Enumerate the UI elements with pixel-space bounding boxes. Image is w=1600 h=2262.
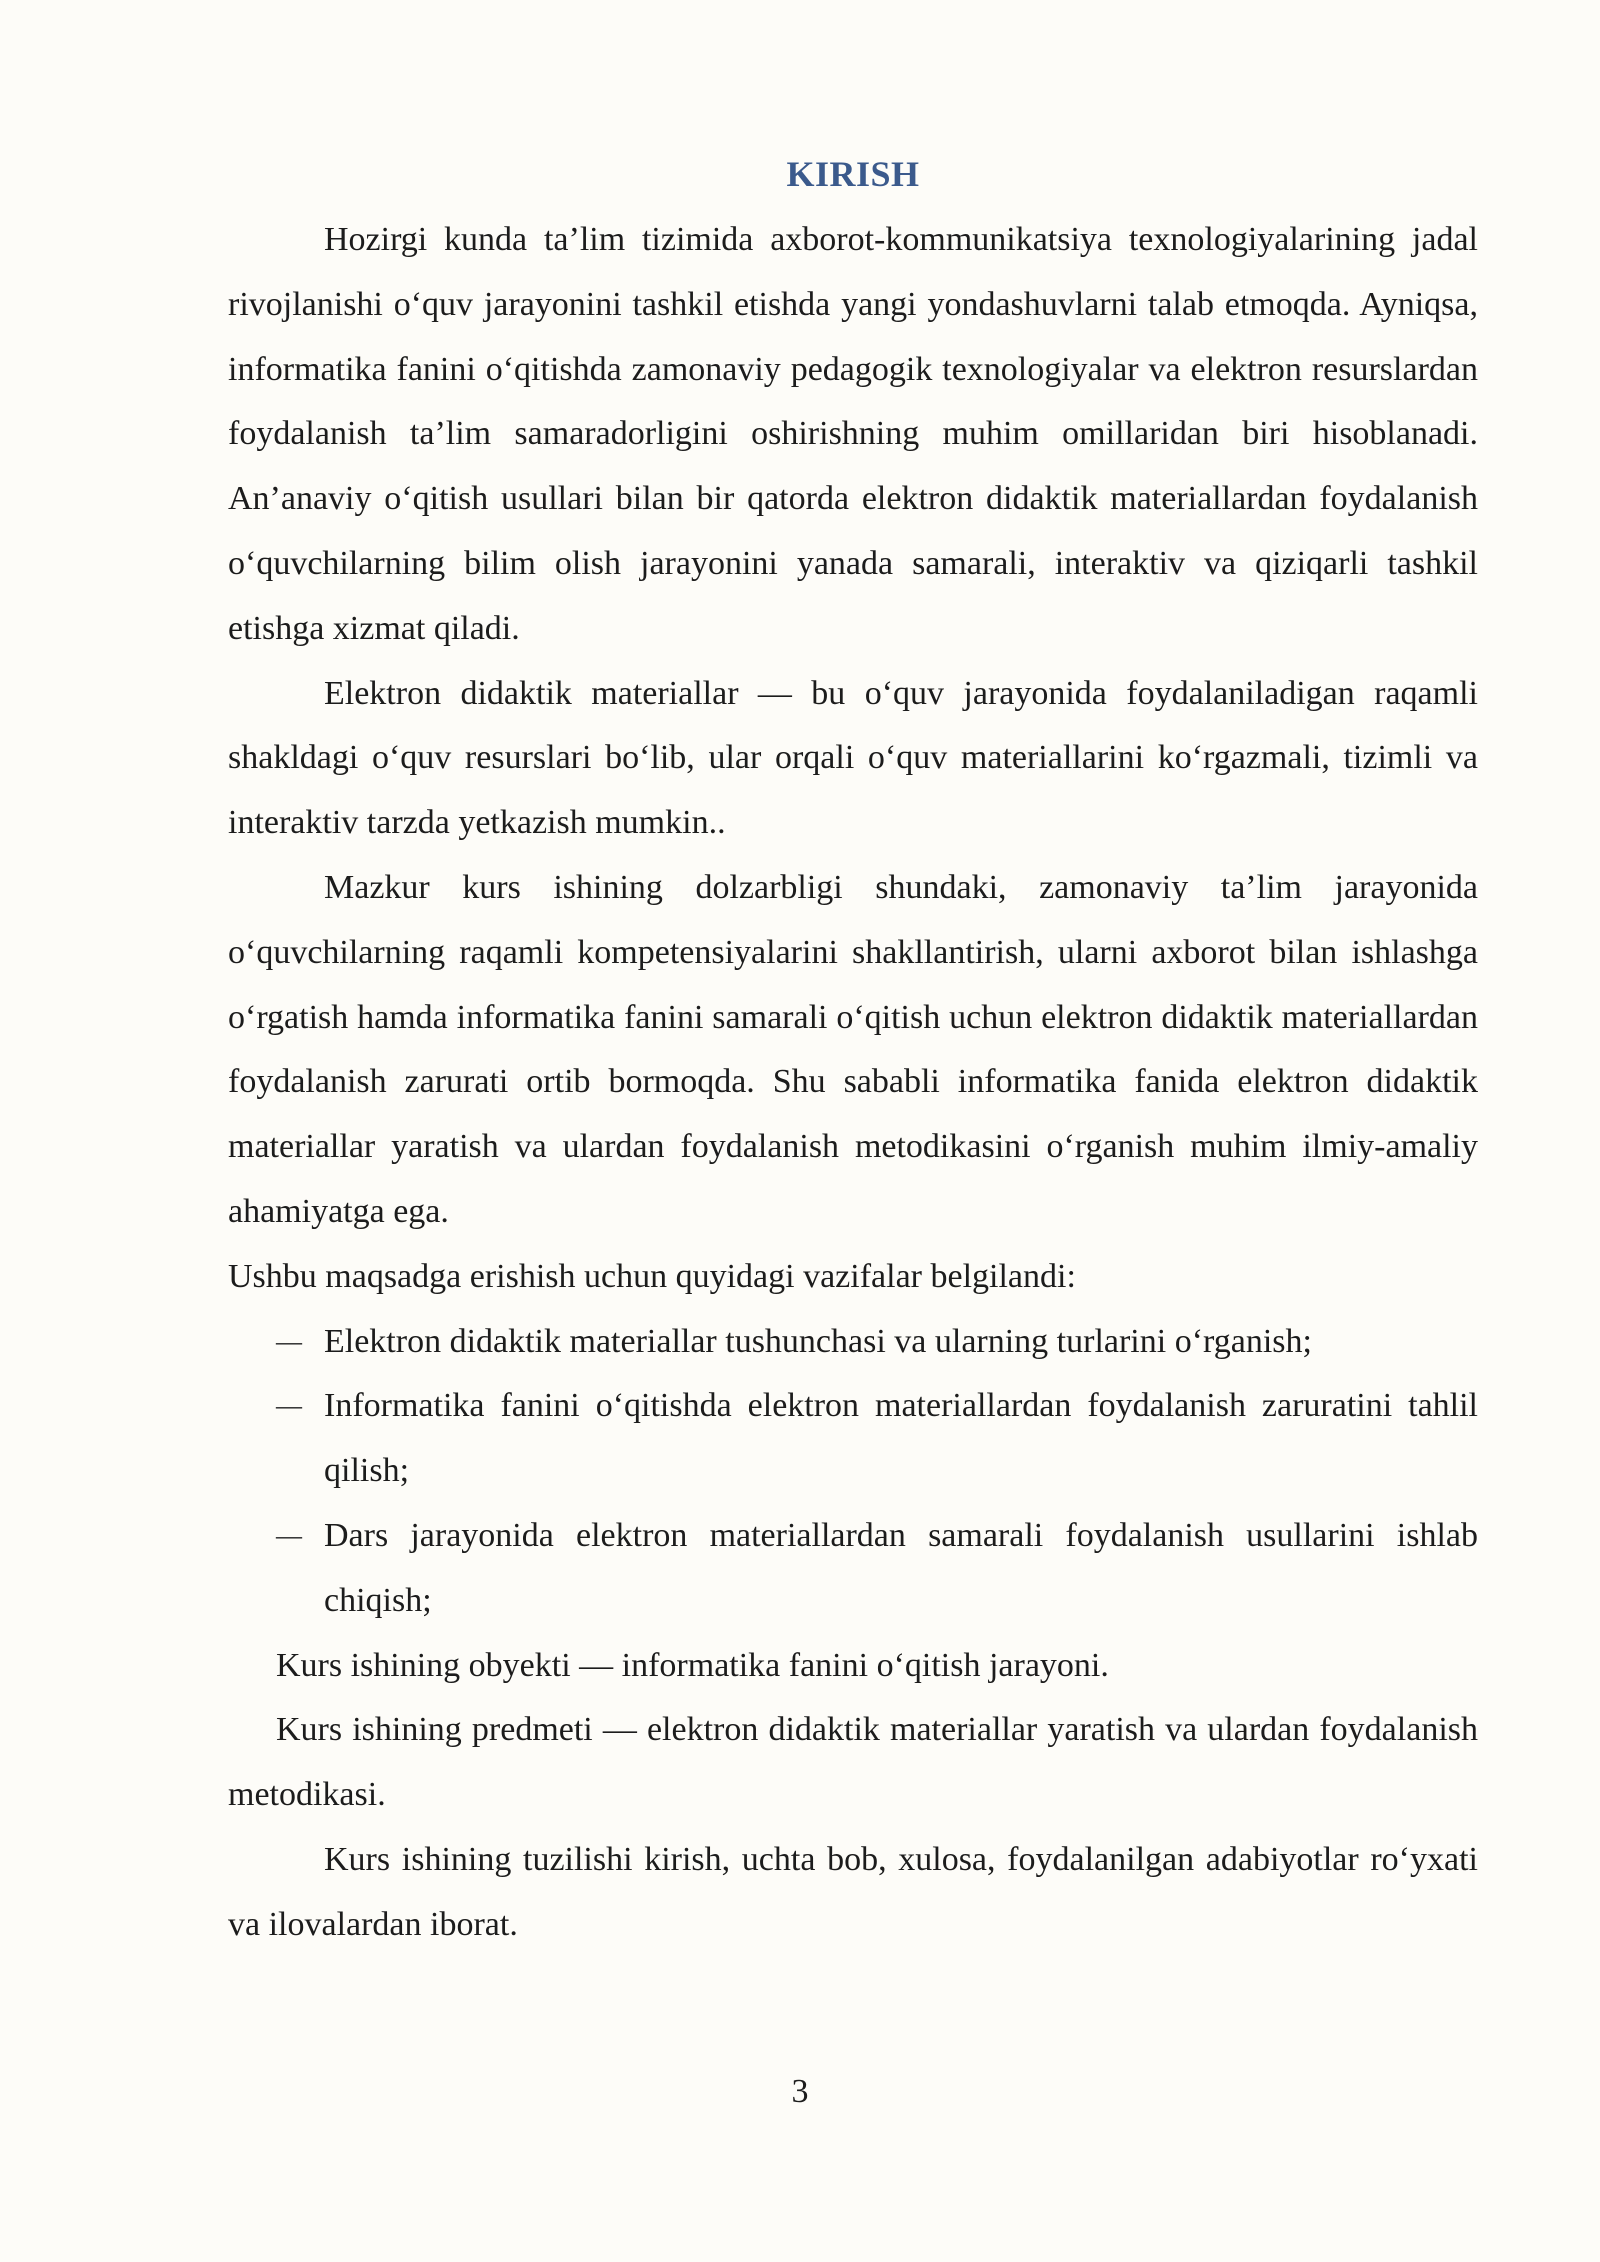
- task-text: Elektron didaktik materiallar tushunchasi va ularning turlarini o‘rganish;: [324, 1322, 1312, 1360]
- dash-bullet-icon: —: [276, 1391, 302, 1421]
- relevance-paragraph: Mazkur kurs ishining dolzarbligi shundaki, zamonaviy ta’lim jarayonida o‘quvchilarning raqamli kompetensiyalarini shakllantirish, ularni axborot bilan ishlashga o‘rgatish hamda informatika fanini samarali o‘qitish uchun elektron didaktik materiallardan foydalanish zarurati ortib bormoqda. Shu sababli informatika fanida elektron didaktik materiallar yaratish va ulardan foydalanish metodikasini o‘rganish muhim ilmiy-amaliy ahamiyatga ega.: [228, 868, 1478, 1230]
- list-item: [228, 1310, 1478, 1375]
- task-text: Dars jarayonida elektron materiallardan samarali foydalanish usullarini ishlab chiqish;: [324, 1516, 1478, 1619]
- page-number: 3: [791, 2073, 809, 2110]
- object-paragraph: Kurs ishining obyekti — informatika fanini o‘qitish jarayoni.: [276, 1646, 1109, 1684]
- structure-paragraph: Kurs ishining tuzilishi kirish, uchta bob, xulosa, foydalanilgan adabiyotlar ro‘yxati va ilovalardan iborat.: [228, 1840, 1478, 1943]
- intro-paragraph: Hozirgi kunda ta’lim tizimida axborot-kommunikatsiya texnologiyalarining jadal rivojlanishi o‘quv jarayonini tashkil etishda yangi yondashuvlarni talab etmoqda. Ayniqsa, informatika fanini o‘qitishda zamonaviy pedagogik texnologiyalar va elektron resurslardan foydalanish ta’lim samaradorligini oshirishning muhim omillaridan biri hisoblanadi. An’anaviy o‘qitish usullari bilan bir qatorda elektron didaktik materiallardan foydalanish o‘quvchilarning bilim olish jarayonini yanada samarali, interaktiv va qiziqarli tashkil etishga xizmat qiladi.: [228, 221, 1478, 647]
- section-heading: KIRISH: [786, 154, 920, 194]
- task-text: Informatika fanini o‘qitishda elektron materiallardan foydalanish zaruratini tahlil qilish;: [324, 1387, 1478, 1490]
- definition-paragraph: Elektron didaktik materiallar — bu o‘quv jarayonida foydalaniladigan raqamli shakldagi o‘quv resurslari bo‘lib, ular orqali o‘quv materiallarini ko‘rgazmali, tizimli va interaktiv tarzda yetkazish mumkin..: [228, 674, 1478, 842]
- tasks-list: [228, 1310, 1478, 1634]
- page-content: [228, 150, 1478, 1958]
- list-item: [228, 1374, 1478, 1504]
- tasks-intro-paragraph: Ushbu maqsadga erishish uchun quyidagi vazifalar belgilandi:: [228, 1257, 1076, 1295]
- list-item: [228, 1504, 1478, 1634]
- dash-bullet-icon: —: [276, 1520, 302, 1550]
- dash-bullet-icon: —: [276, 1326, 302, 1356]
- subject-paragraph: Kurs ishining predmeti — elektron didaktik materiallar yaratish va ulardan foydalanish metodikasi.: [228, 1711, 1478, 1814]
